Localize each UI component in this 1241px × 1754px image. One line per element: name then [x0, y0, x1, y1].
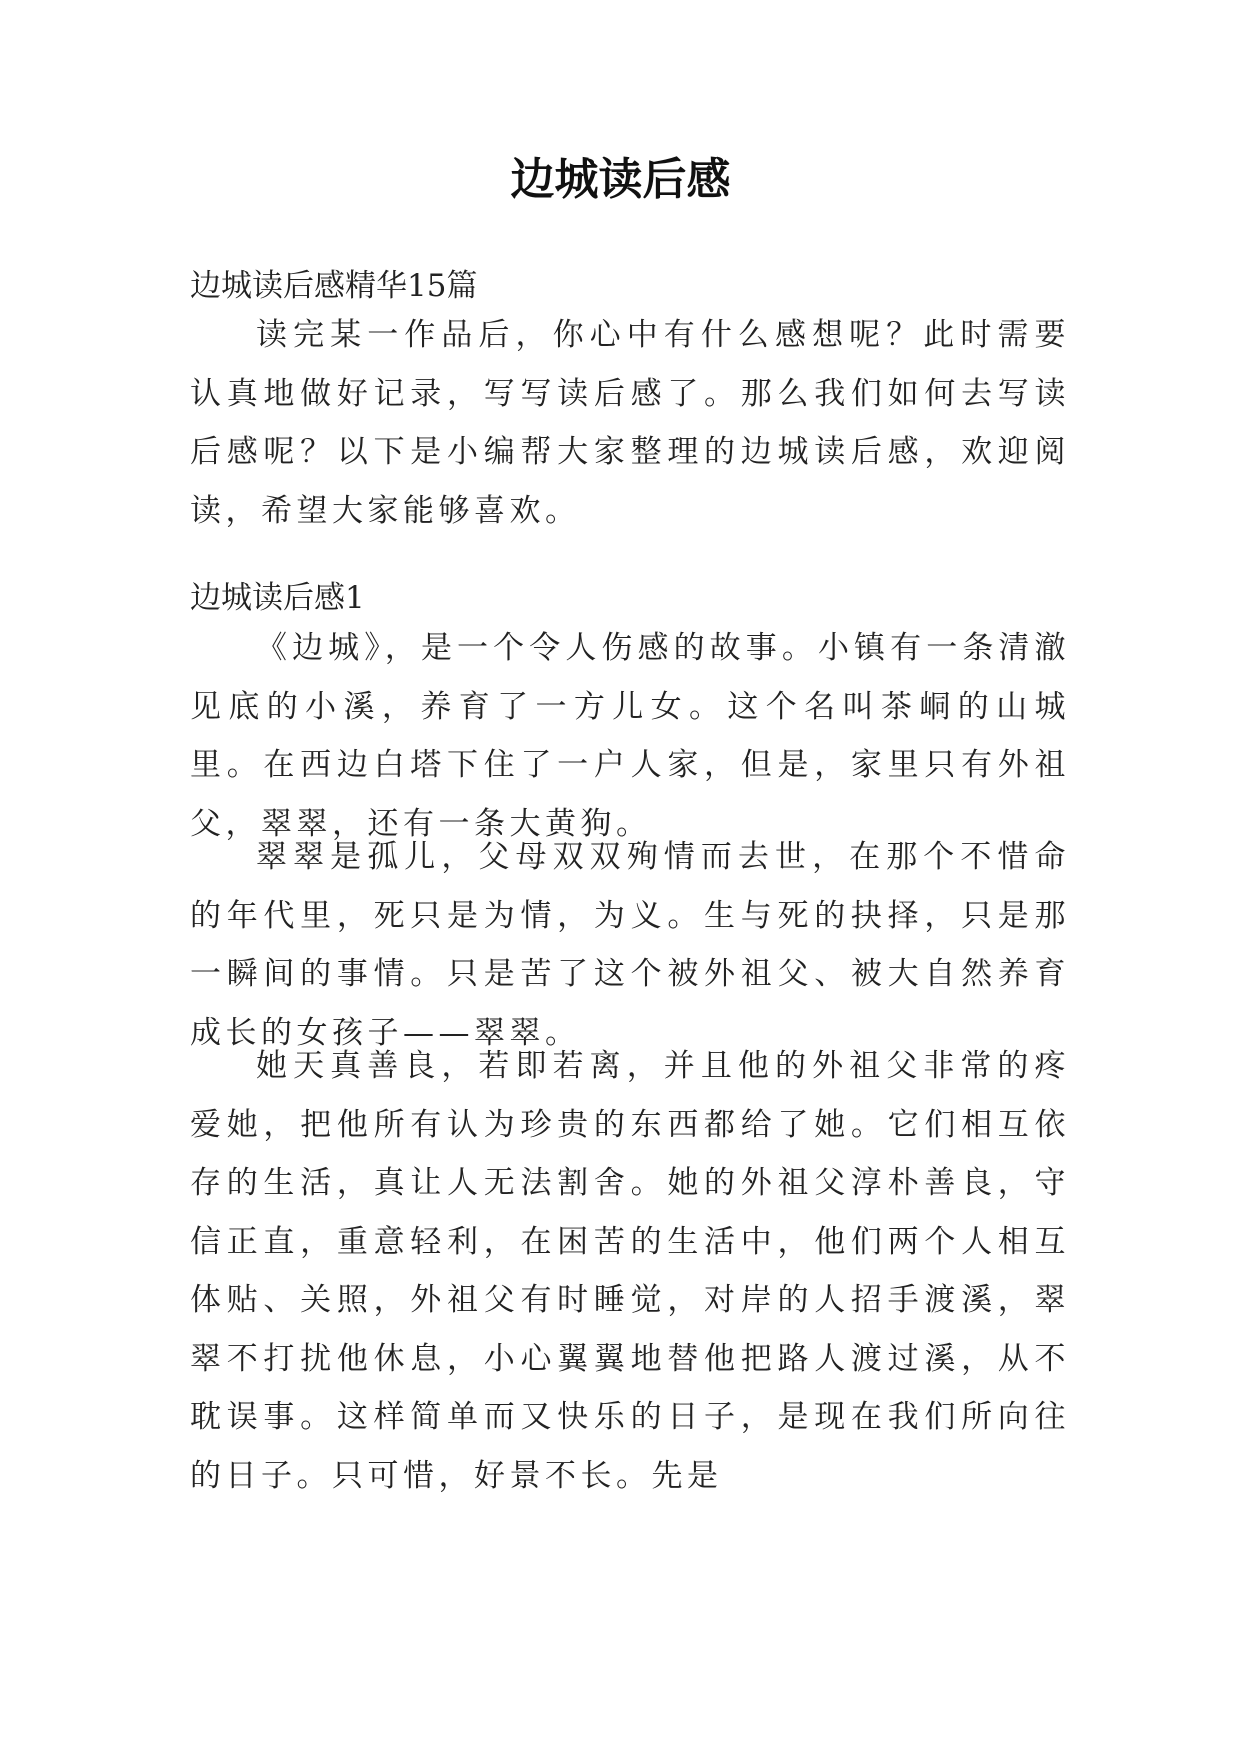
intro-heading: 边城读后感精华15篇 [190, 268, 478, 304]
section-heading: 边城读后感1 [190, 580, 365, 616]
document-title: 边城读后感 [510, 154, 731, 205]
intro-paragraph: 读完某一作品后，你心中有什么感想呢？此时需要认真地做好记录，写写读后感了。那么我们如何去写读后感呢？以下是小编帮大家整理的边城读后感，欢迎阅读，希望大家能够喜欢。 [190, 317, 1070, 529]
body-paragraph-3: 她天真善良，若即若离，并且他的外祖父非常的疼爱她，把他所有认为珍贵的东西都给了她。它们相互依存的生活，真让人无法割舍。她的外祖父淳朴善良，守信正直，重意轻利，在困苦的生活中，他们两个人相互体贴、关照，外祖父有时睡觉，对岸的人招手渡溪，翠翠不打扰他休息，小心翼翼地替他把路人渡过溪，从不耽误事。这样简单而又快乐的日子，是现在我们所向往的日子。只可惜，好景不长。先是 [190, 1048, 1070, 1494]
body-paragraph-1: 《边城》，是一个令人伤感的故事。小镇有一条清澈见底的小溪，养育了一方儿女。这个名叫茶峒的山城里。在西边白塔下住了一户人家，但是，家里只有外祖父，翠翠，还有一条大黄狗。 [190, 630, 1070, 842]
body-paragraph-2: 翠翠是孤儿，父母双双殉情而去世，在那个不惜命的年代里，死只是为情，为义。生与死的抉择，只是那一瞬间的事情。只是苦了这个被外祖父、被大自然养育成长的女孩子——翠翠。 [190, 839, 1070, 1051]
